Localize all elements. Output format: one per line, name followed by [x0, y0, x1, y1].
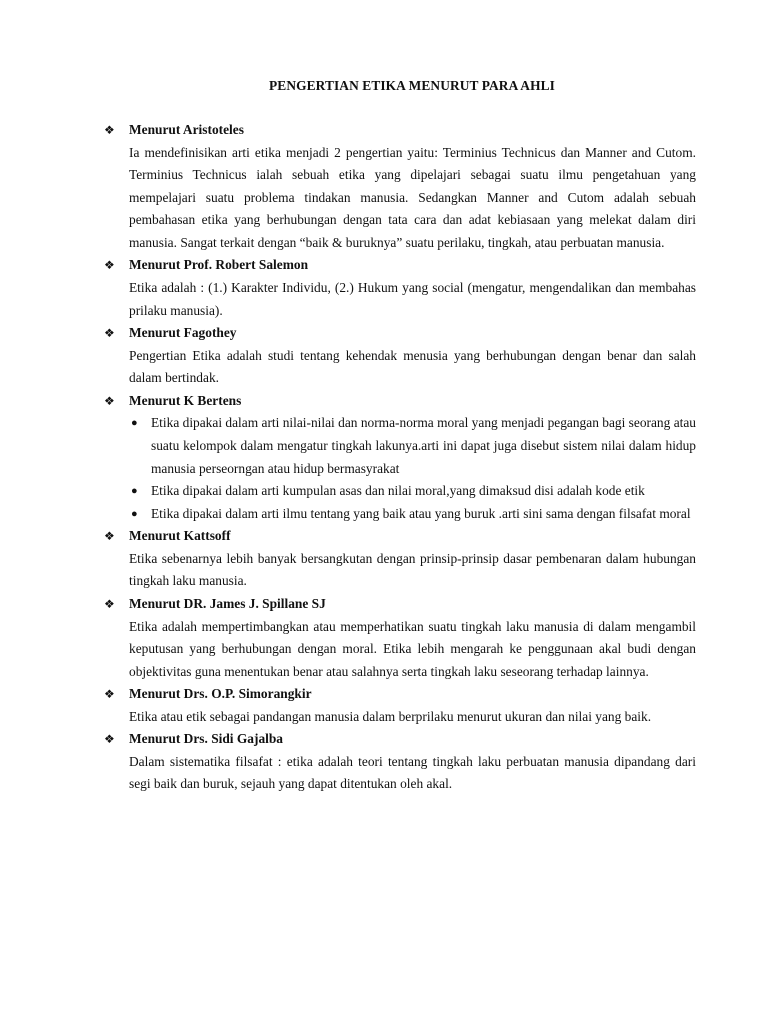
section-body: Etika atau etik sebagai pandangan manusia dalam berprilaku menurut ukuran dan nilai yang baik. — [129, 708, 652, 724]
diamond-bullet-icon: ❖ — [104, 326, 115, 341]
section-heading — [104, 593, 696, 616]
section-body: Etika sebenarnya lebih banyak bersangkutan dengan prinsip-prinsip dasar pembenaran dalam hubungan tingkah laku manusia. — [129, 550, 696, 589]
section-kattsoff — [104, 525, 696, 593]
diamond-bullet-icon: ❖ — [104, 687, 115, 702]
section-heading — [104, 390, 696, 413]
section-heading — [104, 119, 696, 142]
section-heading — [104, 322, 696, 345]
heading-text: Menurut Kattsoff — [129, 528, 231, 544]
diamond-bullet-icon: ❖ — [104, 258, 115, 273]
heading-text: Menurut DR. James J. Spillane SJ — [129, 596, 326, 611]
section-aristoteles — [104, 119, 696, 254]
list-item — [129, 412, 696, 480]
list-item-text: Etika dipakai dalam arti nilai-nilai dan norma-norma moral yang menjadi pegangan bagi seorang atau suatu kelompok dalam mengatur tingkah lakunya.arti ini dapat juga disebut sistem nilai dalam hidup manusia perseorngan atau hidup bermasyrakat — [151, 415, 696, 476]
bullet-list — [104, 412, 696, 525]
section-heading — [104, 525, 696, 548]
heading-text: Menurut Fagothey — [129, 325, 237, 341]
diamond-bullet-icon: ❖ — [104, 393, 115, 408]
list-item — [129, 480, 696, 503]
section-sidi-gajalba — [104, 728, 696, 796]
heading-text: Menurut K Bertens — [129, 392, 242, 408]
heading-text: Menurut Prof. Robert Salemon — [129, 257, 309, 273]
section-body: Etika adalah mempertimbangkan atau memperhatikan suatu tingkah laku manusia di dalam mengambil keputusan yang berhubungan dengan moral. Etika lebih mengarah ke penggunaan akal budi dengan objektivitas guna menentukan benar atau salahnya serta tingkah laku seseorang terhadap lainnya. — [129, 618, 696, 679]
diamond-bullet-icon: ❖ — [104, 529, 115, 544]
section-robert-salemon — [104, 254, 696, 322]
document-title: PENGERTIAN ETIKA MENURUT PARA AHLI — [269, 78, 555, 93]
list-item-text: Etika dipakai dalam arti ilmu tentang yang baik atau yang buruk .arti sini sama dengan filsafat moral — [151, 505, 691, 521]
section-heading — [104, 254, 696, 277]
bullet-dot-icon: ● — [131, 485, 138, 498]
section-body: Etika adalah : (1.) Karakter Individu, (2.) Hukum yang social (mengatur, mengendalikan dan membahas prilaku manusia). — [129, 279, 696, 318]
section-fagothey — [104, 322, 696, 390]
section-body: Dalam sistematika filsafat : etika adalah teori tentang tingkah laku perbuatan manusia dipandang dari segi baik dan buruk, sejauh yang dapat ditentukan oleh akal. — [129, 753, 696, 792]
heading-text: Menurut Drs. O.P. Simorangkir — [129, 686, 312, 702]
diamond-bullet-icon: ❖ — [104, 123, 115, 137]
bullet-dot-icon: ● — [131, 507, 138, 520]
section-heading — [104, 728, 696, 751]
bullet-dot-icon: ● — [131, 417, 138, 430]
section-body: Pengertian Etika adalah studi tentang kehendak menusia yang berhubungan dengan benar dan salah dalam bertindak. — [129, 347, 696, 386]
heading-text: Menurut Drs. Sidi Gajalba — [129, 731, 284, 747]
section-simorangkir — [104, 683, 696, 728]
list-item-text: Etika dipakai dalam arti kumpulan asas dan nilai moral,yang dimaksud disi adalah kode etik — [151, 483, 645, 499]
diamond-bullet-icon: ❖ — [104, 732, 115, 747]
section-k-bertens — [104, 390, 696, 525]
section-heading — [104, 683, 696, 706]
diamond-bullet-icon: ❖ — [104, 597, 115, 611]
list-item — [129, 503, 696, 526]
heading-text: Menurut Aristoteles — [129, 122, 244, 137]
section-james-spillane — [104, 593, 696, 683]
section-body: Ia mendefinisikan arti etika menjadi 2 pengertian yaitu: Terminius Technicus dan Manner and Cutom. Terminius Technicus ialah sebuah etika yang dipelajari sebagai suatu ilmu pengetahuan yang mempelajari suatu problema tindakan manusia. Sedangkan Manner and Cutom adalah sebuah pembahasan etika yang berhubungan dengan tata cara dan adat kebiasaan yang melekat dalam diri manusia. Sangat terkait dengan “baik & buruknya” suatu perilaku, tingkah, atau perbuatan manusia. — [129, 144, 696, 250]
